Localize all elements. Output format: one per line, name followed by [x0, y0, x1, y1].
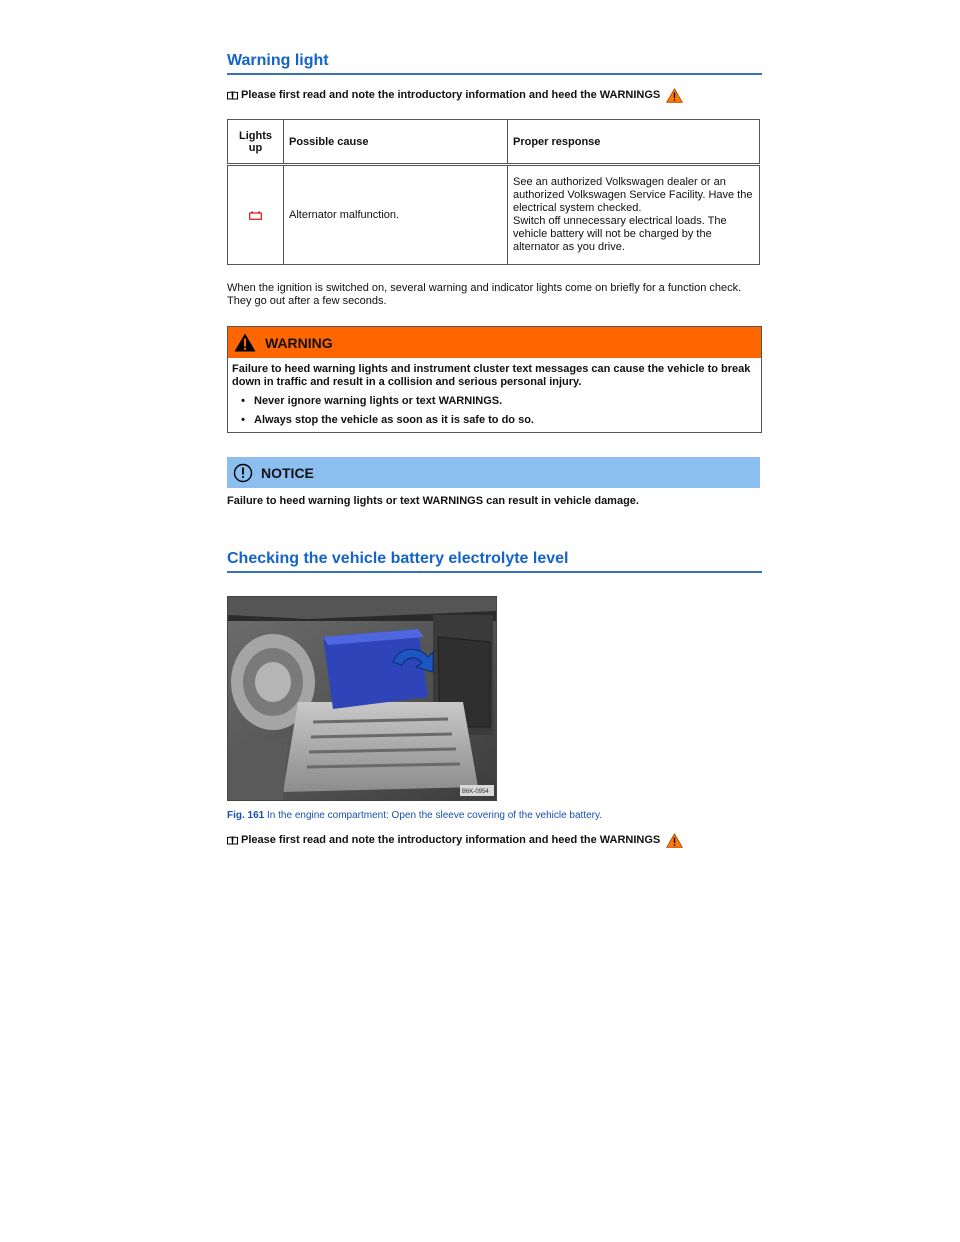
warning-label: WARNING [265, 334, 333, 351]
response-text-2: Switch off unnecessary electrical loads. The vehicle battery will not be charged by the alternator as you drive. [513, 215, 727, 253]
warning-header [228, 327, 761, 358]
intro-text: Please first read and note the introductory information and heed the WARNINGS [241, 89, 661, 101]
response-cell [508, 165, 760, 265]
warning-triangle-icon [234, 333, 256, 352]
table-row [228, 165, 760, 265]
bullet-icon: • [241, 395, 245, 407]
warning-text: Failure to heed warning lights and instrument cluster text messages can cause the vehicle to break down in traffic and result in a collision and serious personal injury. [232, 363, 751, 388]
bullet-icon: • [241, 414, 245, 426]
intro-text: Please first read and note the introductory information and heed the WARNINGS [241, 834, 661, 846]
list-item [232, 414, 757, 427]
figure-caption [227, 810, 762, 821]
figure-code: B6K-0954 [462, 789, 489, 795]
list-item [232, 395, 757, 408]
lights-up-cell [228, 165, 284, 265]
warning-triangle-icon[interactable] [666, 88, 683, 103]
header-lights-up: Lights up [228, 120, 284, 165]
warning-box [227, 326, 762, 433]
book-icon [227, 91, 238, 100]
header-proper-response: Proper response [508, 120, 760, 165]
response-text-1: See an authorized Volkswagen dealer or an authorized Volkswagen Service Facility. Have the electrical system checked. [513, 176, 753, 214]
function-check-paragraph: When the ignition is switched on, several warning and indicator lights come on briefly for a function check. They go out after a few seconds. [227, 282, 742, 307]
warning-light-table [227, 119, 760, 265]
section-heading-warning-light: Warning light [227, 52, 762, 75]
notice-header [227, 457, 760, 488]
book-icon [227, 836, 238, 845]
table-header-row [228, 120, 760, 165]
notice-label: NOTICE [261, 464, 314, 481]
engine-compartment-image [228, 597, 496, 800]
exclamation-circle-icon [233, 463, 253, 483]
figure-number: Fig. 161 [227, 810, 265, 821]
page-content [227, 52, 762, 848]
bullet-text: Always stop the vehicle as soon as it is safe to do so. [254, 414, 534, 426]
intro-note [227, 87, 762, 103]
intro-note-2 [227, 832, 762, 848]
bullet-text: Never ignore warning lights or text WARNINGS. [254, 395, 503, 407]
warning-body [228, 358, 761, 432]
notice-text: Failure to heed warning lights or text WARNINGS can result in vehicle damage. [227, 495, 639, 507]
section-heading-battery-electrolyte: Checking the vehicle battery electrolyte level [227, 550, 762, 573]
engine-compartment-figure [227, 596, 497, 801]
warning-triangle-icon[interactable] [666, 833, 683, 848]
header-possible-cause: Possible cause [284, 120, 508, 165]
figure-caption-text: In the engine compartment: Open the sleeve covering of the vehicle battery. [267, 810, 603, 821]
battery-icon [249, 211, 262, 220]
cause-cell: Alternator malfunction. [284, 165, 508, 265]
